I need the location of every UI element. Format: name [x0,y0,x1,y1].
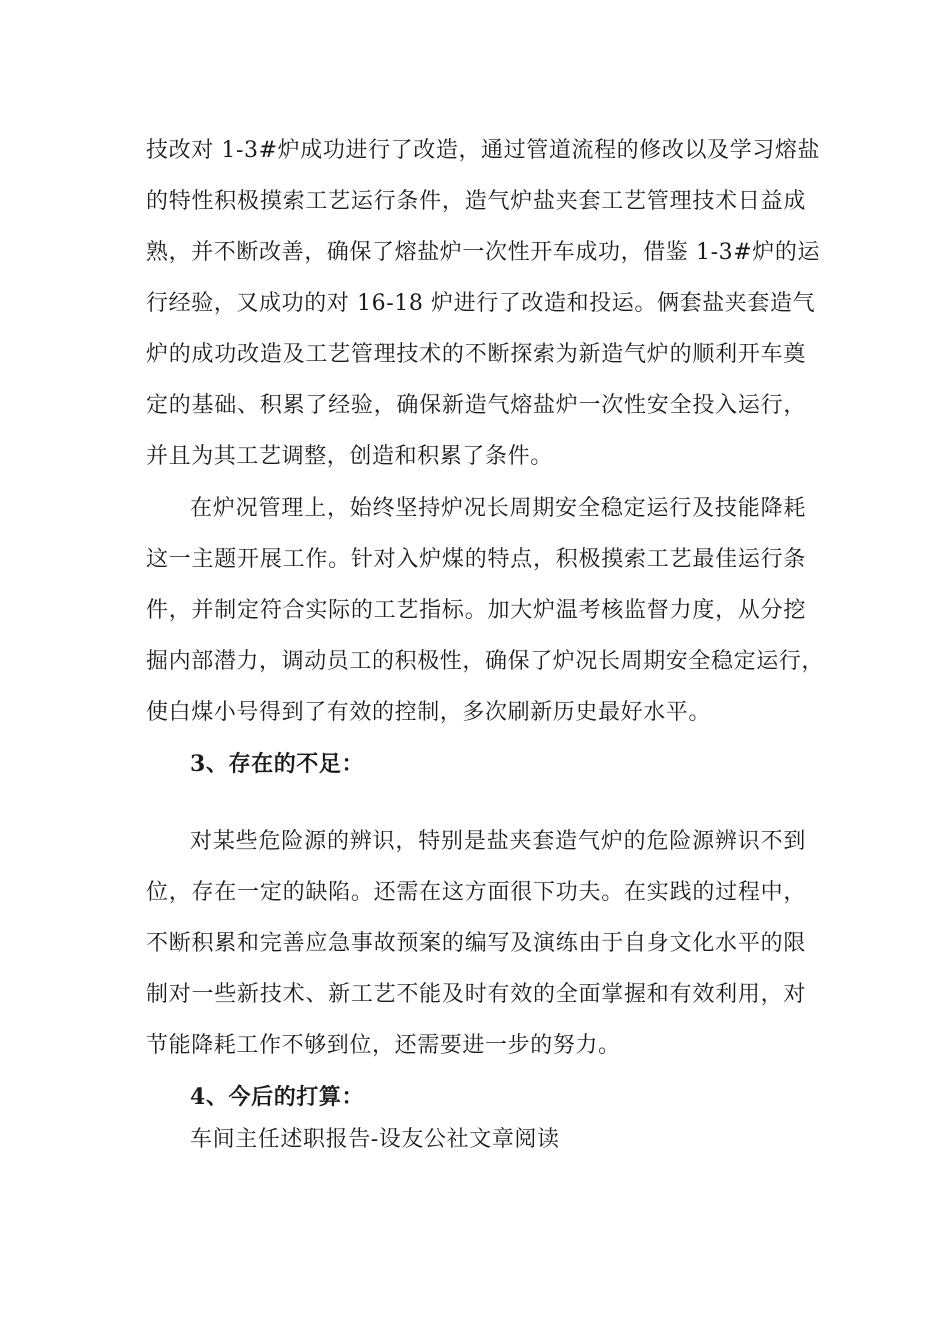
text-line: 件，并制定符合实际的工艺指标。加大炉温考核监督力度，从分挖 [146,598,806,623]
text-line: 车间主任述职报告-设友公社文章阅读 [190,1127,560,1152]
section-heading: 4、今后的打算： [190,1084,365,1110]
text-line: 并且为其工艺调整，创造和积累了条件。 [146,444,553,469]
text-line: 不断积累和完善应急事故预案的编写及演练由于自身文化水平的限 [146,931,806,956]
paragraph-furnace-retrofit [146,125,821,482]
text-line: 位，存在一定的缺陷。还需在这方面很下功夫。在实践的过程中， [146,880,806,905]
text-line: 节能降耗工作不够到位，还需要进一步的努力。 [146,1033,621,1058]
text-line: 行经验，又成功的对 16-18 炉进行了改造和投运。俩套盐夹套造气 [146,291,816,316]
text-line: 熟，并不断改善，确保了熔盐炉一次性开车成功，借鉴 1-3#炉的运 [146,240,821,265]
text-line: 使白煤小号得到了有效的控制，多次刷新历史最好水平。 [146,700,712,725]
text-line: 的特性积极摸索工艺运行条件，造气炉盐夹套工艺管理技术日益成 [146,189,806,214]
paragraph-shortcomings [146,816,806,1071]
text-line: 技改对 1-3#炉成功进行了改造，通过管道流程的修改以及学习熔盐 [146,138,821,163]
paragraph-furnace-management [146,483,825,738]
text-line: 在炉况管理上，始终坚持炉况长周期安全稳定运行及技能降耗 [190,496,806,521]
text-line: 掘内部潜力，调动员工的积极性，确保了炉况长周期安全稳定运行， [146,649,825,674]
text-line: 定的基础、积累了经验，确保新造气熔盐炉一次性安全投入运行， [146,393,806,418]
section-heading-shortcomings [146,739,806,790]
text-line: 这一主题开展工作。针对入炉煤的特点，积极摸索工艺最佳运行条 [146,547,806,572]
text-line: 炉的成功改造及工艺管理技术的不断探索为新造气炉的顺利开车奠 [146,342,806,367]
paragraph-footer-title [146,1114,806,1165]
text-line: 对某些危险源的辨识，特别是盐夹套造气炉的危险源辨识不到 [190,829,806,854]
section-heading: 3、存在的不足： [190,751,365,777]
text-line: 制对一些新技术、新工艺不能及时有效的全面掌握和有效利用，对 [146,982,806,1007]
